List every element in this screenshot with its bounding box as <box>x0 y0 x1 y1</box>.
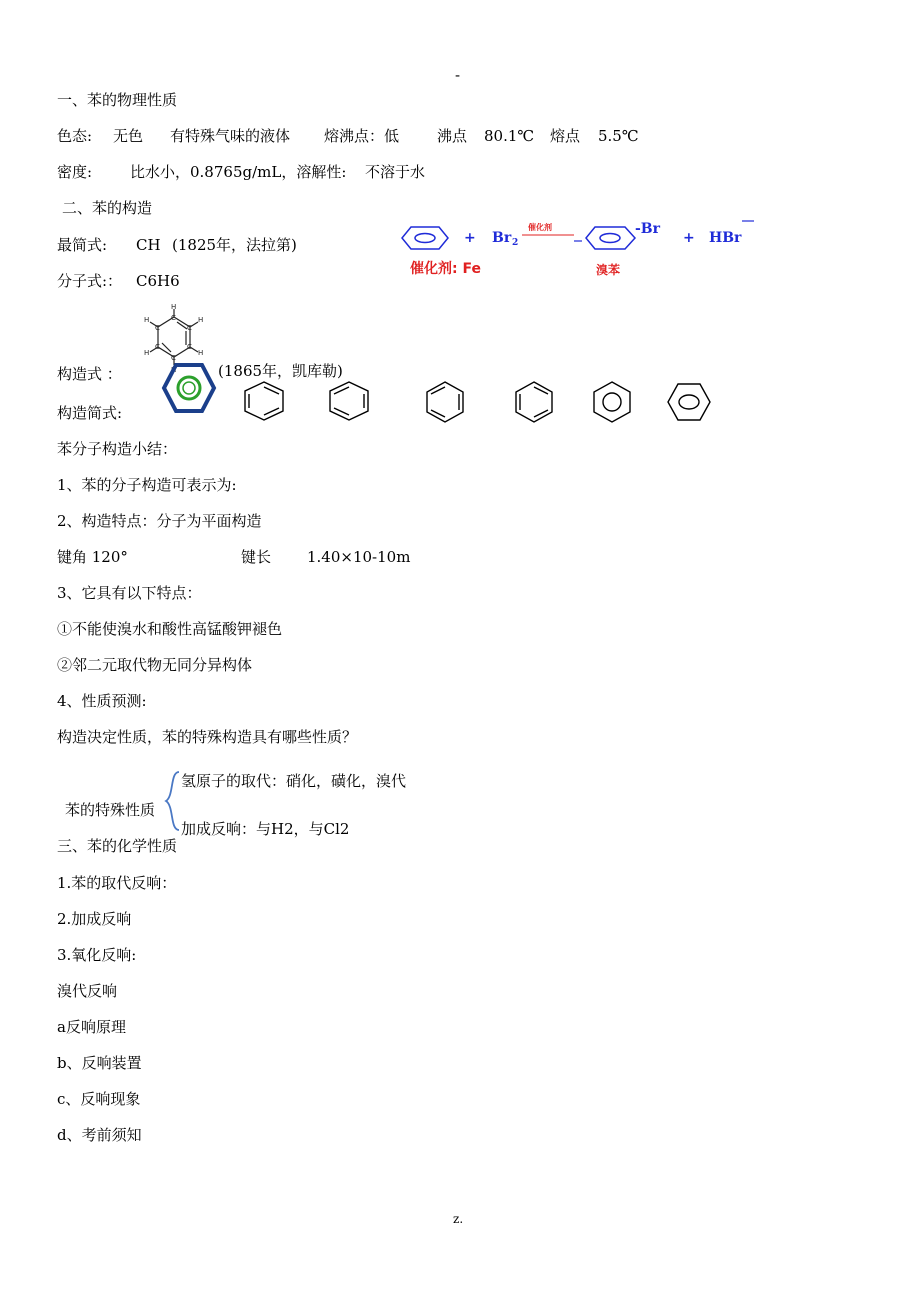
svg-text:H: H <box>198 316 204 324</box>
benzene-circle-color-icon <box>163 362 215 414</box>
chem-1: 1.苯的取代反响： <box>57 874 177 892</box>
bond-length-value: 1.40×10-10m <box>307 548 411 566</box>
bromination-a: a反响原理 <box>57 1018 126 1036</box>
point-3b: ②邻二元取代物无同分异构体 <box>57 656 253 674</box>
boiling-label: 沸点 <box>437 127 468 145</box>
bond-angle: 键角 120° <box>57 548 128 566</box>
simplest-formula-value: CH <box>136 236 161 254</box>
boiling-value: 80.1℃ <box>484 127 535 145</box>
chem-3: 3.氧化反响: <box>57 946 137 964</box>
point-1: 1、苯的分子构造可表示为: <box>57 476 237 494</box>
svg-text:C: C <box>155 324 160 332</box>
point-2: 2、构造特点：分子为平面构造 <box>57 512 262 530</box>
bromination-reaction-image <box>396 218 766 280</box>
kekule-ring-icon-3 <box>425 381 465 423</box>
bromination-b: b、反响装置 <box>57 1054 142 1072</box>
svg-text:H: H <box>144 316 150 324</box>
special-substitution: 氢原子的取代：硝化，磺化，溴代 <box>181 772 407 790</box>
color-value: 无色 <box>113 127 144 145</box>
benzene-circle-ring-icon-1 <box>592 381 632 423</box>
benzene-ring-reactant-icon <box>402 227 448 249</box>
plus-sign: + <box>464 230 476 246</box>
molecular-formula-value: C6H6 <box>136 272 180 290</box>
footer-mark: z. <box>453 1212 464 1226</box>
bromination-d: d、考前须知 <box>57 1126 142 1144</box>
product-name: 溴苯 <box>596 263 621 277</box>
svg-text:H: H <box>144 349 150 357</box>
kekule-ring-icon-1 <box>243 381 285 421</box>
catalyst-label: 催化剂: Fe <box>410 261 481 277</box>
melting-value: 5.5℃ <box>598 127 639 145</box>
svg-text:C: C <box>187 343 192 351</box>
hbr-formula: HBr <box>709 230 742 246</box>
header-mark: - <box>455 66 461 84</box>
simplest-formula-note: (1825年，法拉第) <box>172 236 297 254</box>
odor-text: 有特殊气味的液体 <box>170 127 291 145</box>
bromination-heading: 溴代反响 <box>57 982 118 1000</box>
melting-label: 熔点 <box>550 127 581 145</box>
color-label: 色态: <box>57 127 93 145</box>
svg-text:C: C <box>155 343 160 351</box>
structural-formula-note: (1865年，凯库勒) <box>218 362 343 380</box>
plus-sign-2: + <box>683 230 695 246</box>
density-value: 比水小，0.8765g/mL，溶解性: <box>130 163 347 181</box>
svg-text:C: C <box>171 314 176 322</box>
bond-length-label: 键长 <box>241 548 272 566</box>
short-structure-label: 构造简式: <box>57 404 123 422</box>
section-1-title: 一、苯的物理性质 <box>57 91 178 109</box>
catalyst-small-label: 催化剂 <box>528 223 552 232</box>
section-3-title: 三、苯的化学性质 <box>57 837 178 855</box>
point-3: 3、它具有以下特点： <box>57 584 202 602</box>
special-addition: 加成反响：与H2，与Cl2 <box>181 820 350 838</box>
point-3a: ①不能使溴水和酸性高锰酸钾褪色 <box>57 620 283 638</box>
svg-text:H: H <box>171 303 177 311</box>
structural-formula-label: 构造式 ： <box>57 365 122 383</box>
svg-text:H: H <box>198 349 204 357</box>
benzene-circle-ring-icon-2 <box>667 383 711 421</box>
point-4-question: 构造决定性质，苯的特殊构造具有哪些性质？ <box>57 728 358 746</box>
svg-text:H: H <box>171 366 177 374</box>
boiling-melting-label: 熔沸点：低 <box>324 127 400 145</box>
bromination-c: c、反响现象 <box>57 1090 141 1108</box>
bromo-substituent: -Br <box>635 221 661 237</box>
section-2-title: 二、苯的构造 <box>62 199 153 217</box>
simplest-formula-label: 最简式: <box>57 236 108 254</box>
bromine-subscript: 2 <box>512 238 519 248</box>
solubility-value: 不溶于水 <box>365 163 426 181</box>
molecular-formula-label: 分子式:： <box>57 272 123 290</box>
summary-title: 苯分子构造小结： <box>57 440 178 458</box>
chem-2: 2.加成反响 <box>57 910 132 928</box>
bromine-formula: Br <box>492 230 512 246</box>
svg-text:C: C <box>187 324 192 332</box>
benzene-ring-product-icon <box>586 227 635 249</box>
point-4: 4、性质预测: <box>57 692 147 710</box>
special-properties-label: 苯的特殊性质 <box>65 801 156 819</box>
density-label: 密度: <box>57 163 93 181</box>
brace-icon <box>163 770 183 832</box>
kekule-ring-icon-2 <box>328 381 370 421</box>
kekule-ring-icon-4 <box>514 381 554 423</box>
svg-text:C: C <box>171 354 176 362</box>
